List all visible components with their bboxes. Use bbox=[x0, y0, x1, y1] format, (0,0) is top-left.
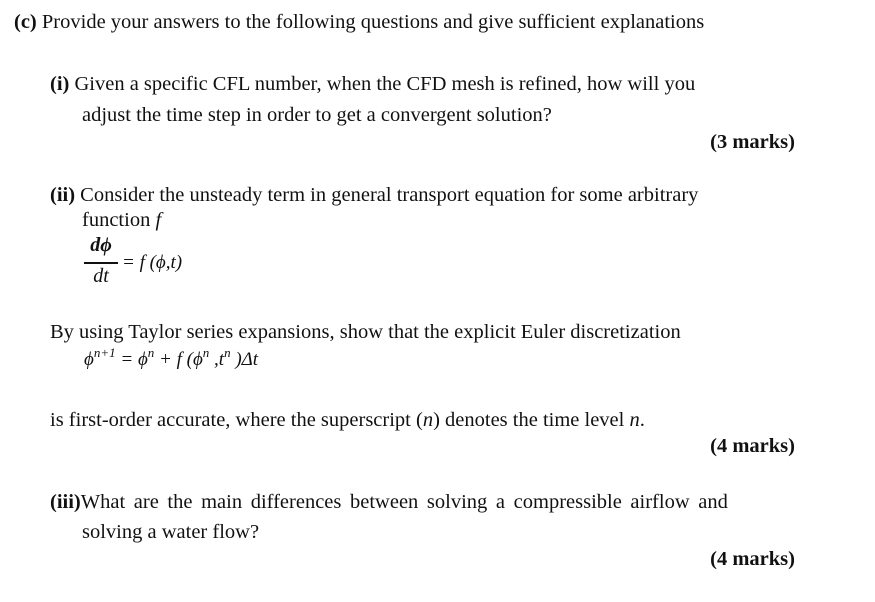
question-iii-marks: (4 marks) bbox=[710, 548, 795, 570]
eq2-euler bbox=[84, 345, 259, 372]
eq2-sup-n-3: n bbox=[224, 345, 231, 360]
question-ii-line1 bbox=[50, 183, 698, 207]
part-c-heading bbox=[14, 10, 704, 34]
question-ii-line2 bbox=[82, 208, 161, 232]
question-ii-paragraph-2 bbox=[50, 408, 645, 432]
eq2-sup-n-2: n bbox=[202, 345, 210, 360]
eq1-denominator: dt bbox=[93, 265, 109, 287]
question-i-label: (i) bbox=[50, 73, 70, 95]
para2-n: n bbox=[422, 409, 434, 431]
question-ii-marks: (4 marks) bbox=[710, 435, 795, 457]
eq2-mid: = ϕ bbox=[115, 349, 148, 370]
para2-b: ) denotes the time level bbox=[433, 409, 630, 431]
question-iii-text-1: What are the main differences between solving a compressible airflow and bbox=[80, 491, 728, 513]
eq2-rest-1: + f (ϕ bbox=[154, 349, 203, 370]
question-i-line1 bbox=[50, 72, 695, 96]
para2-n2: n bbox=[629, 409, 640, 431]
question-i-marks: (3 marks) bbox=[710, 131, 795, 153]
eq2-phi: ϕ bbox=[84, 349, 94, 370]
para2-c: . bbox=[639, 409, 645, 431]
question-iii-label: (iii) bbox=[50, 491, 81, 513]
question-iii-line1 bbox=[50, 490, 728, 514]
question-i-text-1: Given a specific CFL number, when the CFD mesh is refined, how will you bbox=[74, 73, 696, 95]
eq2-rest-2: ,t bbox=[209, 349, 225, 370]
question-ii-text-2: function bbox=[82, 209, 156, 231]
eq1-rhs: = f (ϕ,t) bbox=[122, 252, 183, 273]
eq2-sup-n: n bbox=[147, 345, 155, 360]
part-c-text: Provide your answers to the following questions and give sufficient explanations bbox=[41, 11, 705, 33]
question-iii-line2: solving a water flow? bbox=[82, 521, 260, 543]
question-ii-text-1: Consider the unsteady term in general transport equation for some arbitrary bbox=[80, 184, 699, 206]
eq2-sup-n-plus-1: n+1 bbox=[93, 345, 116, 360]
part-c-label: (c) bbox=[14, 11, 37, 33]
eq1-fraction-bar bbox=[84, 262, 118, 264]
para2-a: is first-order accurate, where the superscript ( bbox=[50, 409, 423, 431]
question-ii-label: (ii) bbox=[50, 184, 76, 206]
eq1-numerator: dϕ bbox=[90, 234, 112, 256]
question-i-line2: adjust the time step in order to get a convergent solution? bbox=[82, 104, 552, 126]
function-f: f bbox=[155, 209, 162, 231]
question-ii-paragraph-1: By using Taylor series expansions, show that the explicit Euler discretization bbox=[50, 321, 681, 343]
eq2-rest-3: )Δt bbox=[230, 349, 259, 370]
